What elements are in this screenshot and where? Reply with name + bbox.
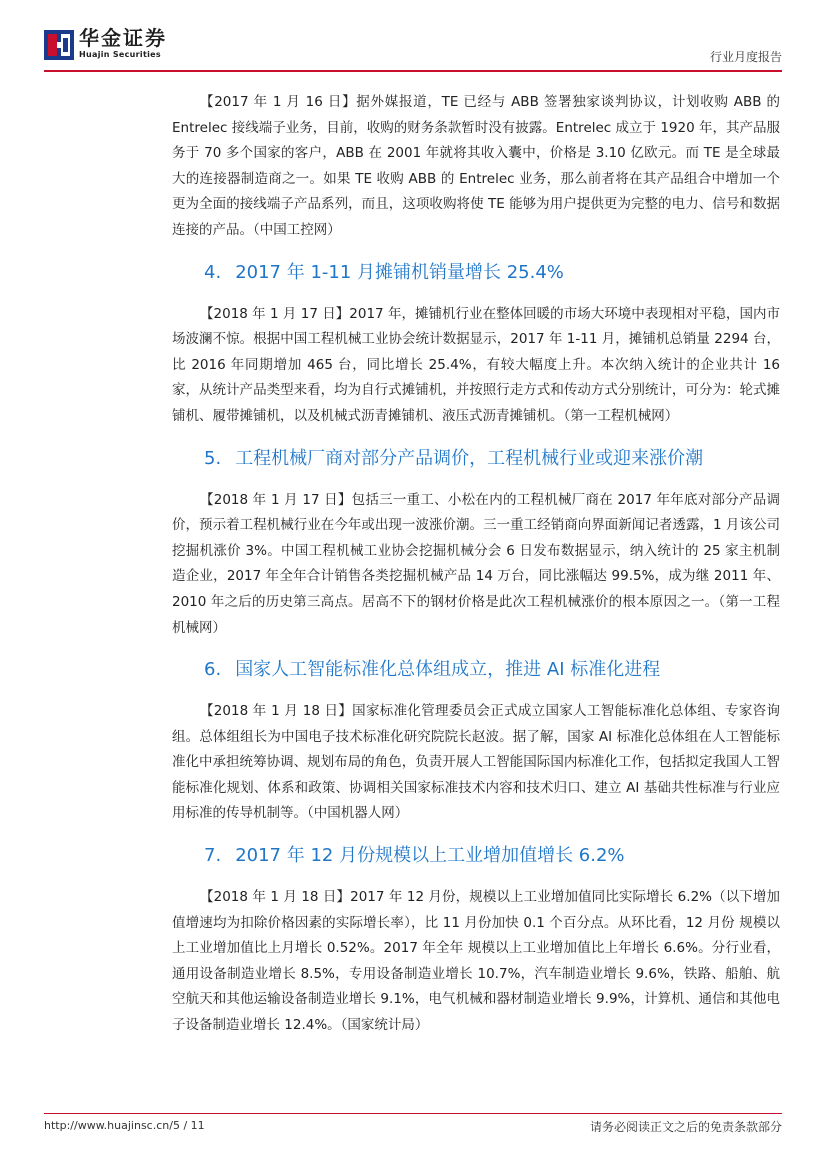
section-number: 6. xyxy=(204,659,222,681)
section-heading-5 xyxy=(204,446,780,472)
section-title: 国家人工智能标准化总体组成立，推进 AI 标准化进程 xyxy=(235,659,661,681)
intro-paragraph: 【2017 年 1 月 16 日】据外媒报道，TE 已经与 ABB 签署独家谈判协议，计划收购 ABB 的 Entrelec 接线端子业务，目前，收购的财务条款暂时没有披露。Entrelec 成立于 1920 年，其产品服务于 70 多个国家的客户，ABB 在 2001 年就将其收入囊中，价格是 3.10 亿欧元。而 TE 是全球最大的连接器制造商之一。如果 TE 收购 ABB 的 Entrelec 业务，那么前者将在其产品组合中增加一个更为全面的接线端子产品系列，而且，这项收购将使 TE 能够为用户提供更为完整的电力、信号和数据连接的产品。（中国工控网） xyxy=(172,94,780,238)
section-heading-4 xyxy=(204,260,780,286)
section-title: 2017 年 12 月份规模以上工业增加值增长 6.2% xyxy=(235,845,625,867)
section-heading-7 xyxy=(204,843,780,869)
section-paragraph-4: 【2018 年 1 月 17 日】2017 年，摊铺机行业在整体回暖的市场大环境中表现相对平稳，国内市场波澜不惊。根据中国工程机械工业协会统计数据显示，2017 年 1-11 月，摊铺机总销量 2294 台，比 2016 年同期增加 465 台，同比增长 25.4%，有较大幅度上升。本次纳入统计的企业共计 16 家，从统计产品类型来看，均为自行式摊铺机，并按照行走方式和传动方式分别统计，可分为：轮式摊铺机、履带摊铺机，以及机械式沥青摊铺机、液压式沥青摊铺机。（第一工程机械网） xyxy=(172,305,780,424)
section-number: 5. xyxy=(204,447,222,469)
section-paragraph-5: 【2018 年 1 月 17 日】包括三一重工、小松在内的工程机械厂商在 2017 年年底对部分产品调价，预示着工程机械行业在今年或出现一波涨价潮。三一重工经销商向界面新闻记者透露，1 月该公司挖掘机涨价 3%。中国工程机械工业协会挖掘机械分会 6 日发布数据显示，纳入统计的 25 家主机制造企业，2017 年全年合计销售各类挖掘机械产品 14 万台，同比涨幅达 99.5%，成为继 2011 年、2010 年之后的历史第三高点。居高不下的钢材价格是此次工程机械涨价的根本原因之一。（第一工程机械网） xyxy=(172,491,780,636)
section-number: 4. xyxy=(204,261,222,283)
huajin-logo-icon xyxy=(44,30,74,60)
section-paragraph-7: 【2018 年 1 月 18 日】2017 年 12 月份，规模以上工业增加值同比实际增长 6.2%（以下增加值增速均为扣除价格因素的实际增长率），比 11 月份加快 0.1 个百分点。从环比看，12 月份 规模以上工业增加值比上月增长 0.52%。2017 年全年 规模以上工业增加值比上年增长 6.6%。分行业看，通用设备制造业增长 8.5%，专用设备制造业增长 10.7%，汽车制造业增长 9.6%，铁路、船舶、航空航天和其他运输设备制造业增长 9.1%，电气机械和器材制造业增长 9.9%，计算机、通信和其他电子设备制造业增长 12.4%。（国家统计局） xyxy=(172,889,780,1034)
footer-url-page: http://www.huajinsc.cn/5 / 11 xyxy=(44,1119,205,1132)
section-title: 工程机械厂商对部分产品调价，工程机械行业或迎来涨价潮 xyxy=(235,447,704,469)
logo-english-name: Huajin Securities xyxy=(79,50,161,59)
footer-divider xyxy=(44,1113,782,1114)
section-title: 2017 年 1-11 月摊铺机销量增长 25.4% xyxy=(235,261,564,283)
report-type-label: 行业月度报告 xyxy=(709,50,782,64)
main-content xyxy=(172,90,780,1039)
logo-chinese-name: 华金证券 xyxy=(79,26,167,50)
section-paragraph-6: 【2018 年 1 月 18 日】国家标准化管理委员会正式成立国家人工智能标准化总体组、专家咨询组。总体组组长为中国电子技术标准化研究院院长赵波。据了解，国家 AI 标准化总体组在人工智能标准化中承担统筹协调、规划布局的角色，负责开展人工智能国际国内标准化工作，包括拟定我国人工智能标准化规划、体系和政策、协调相关国家标准技术内容和技术归口、建立 AI 基础共性标准与行业应用标准的传导机制等。（中国机器人网） xyxy=(172,703,780,822)
header-divider xyxy=(44,70,782,72)
page-header xyxy=(44,26,782,70)
section-heading-6 xyxy=(204,657,780,683)
footer-disclaimer: 请务必阅读正文之后的免责条款部分 xyxy=(589,1120,782,1134)
section-number: 7. xyxy=(204,845,222,867)
